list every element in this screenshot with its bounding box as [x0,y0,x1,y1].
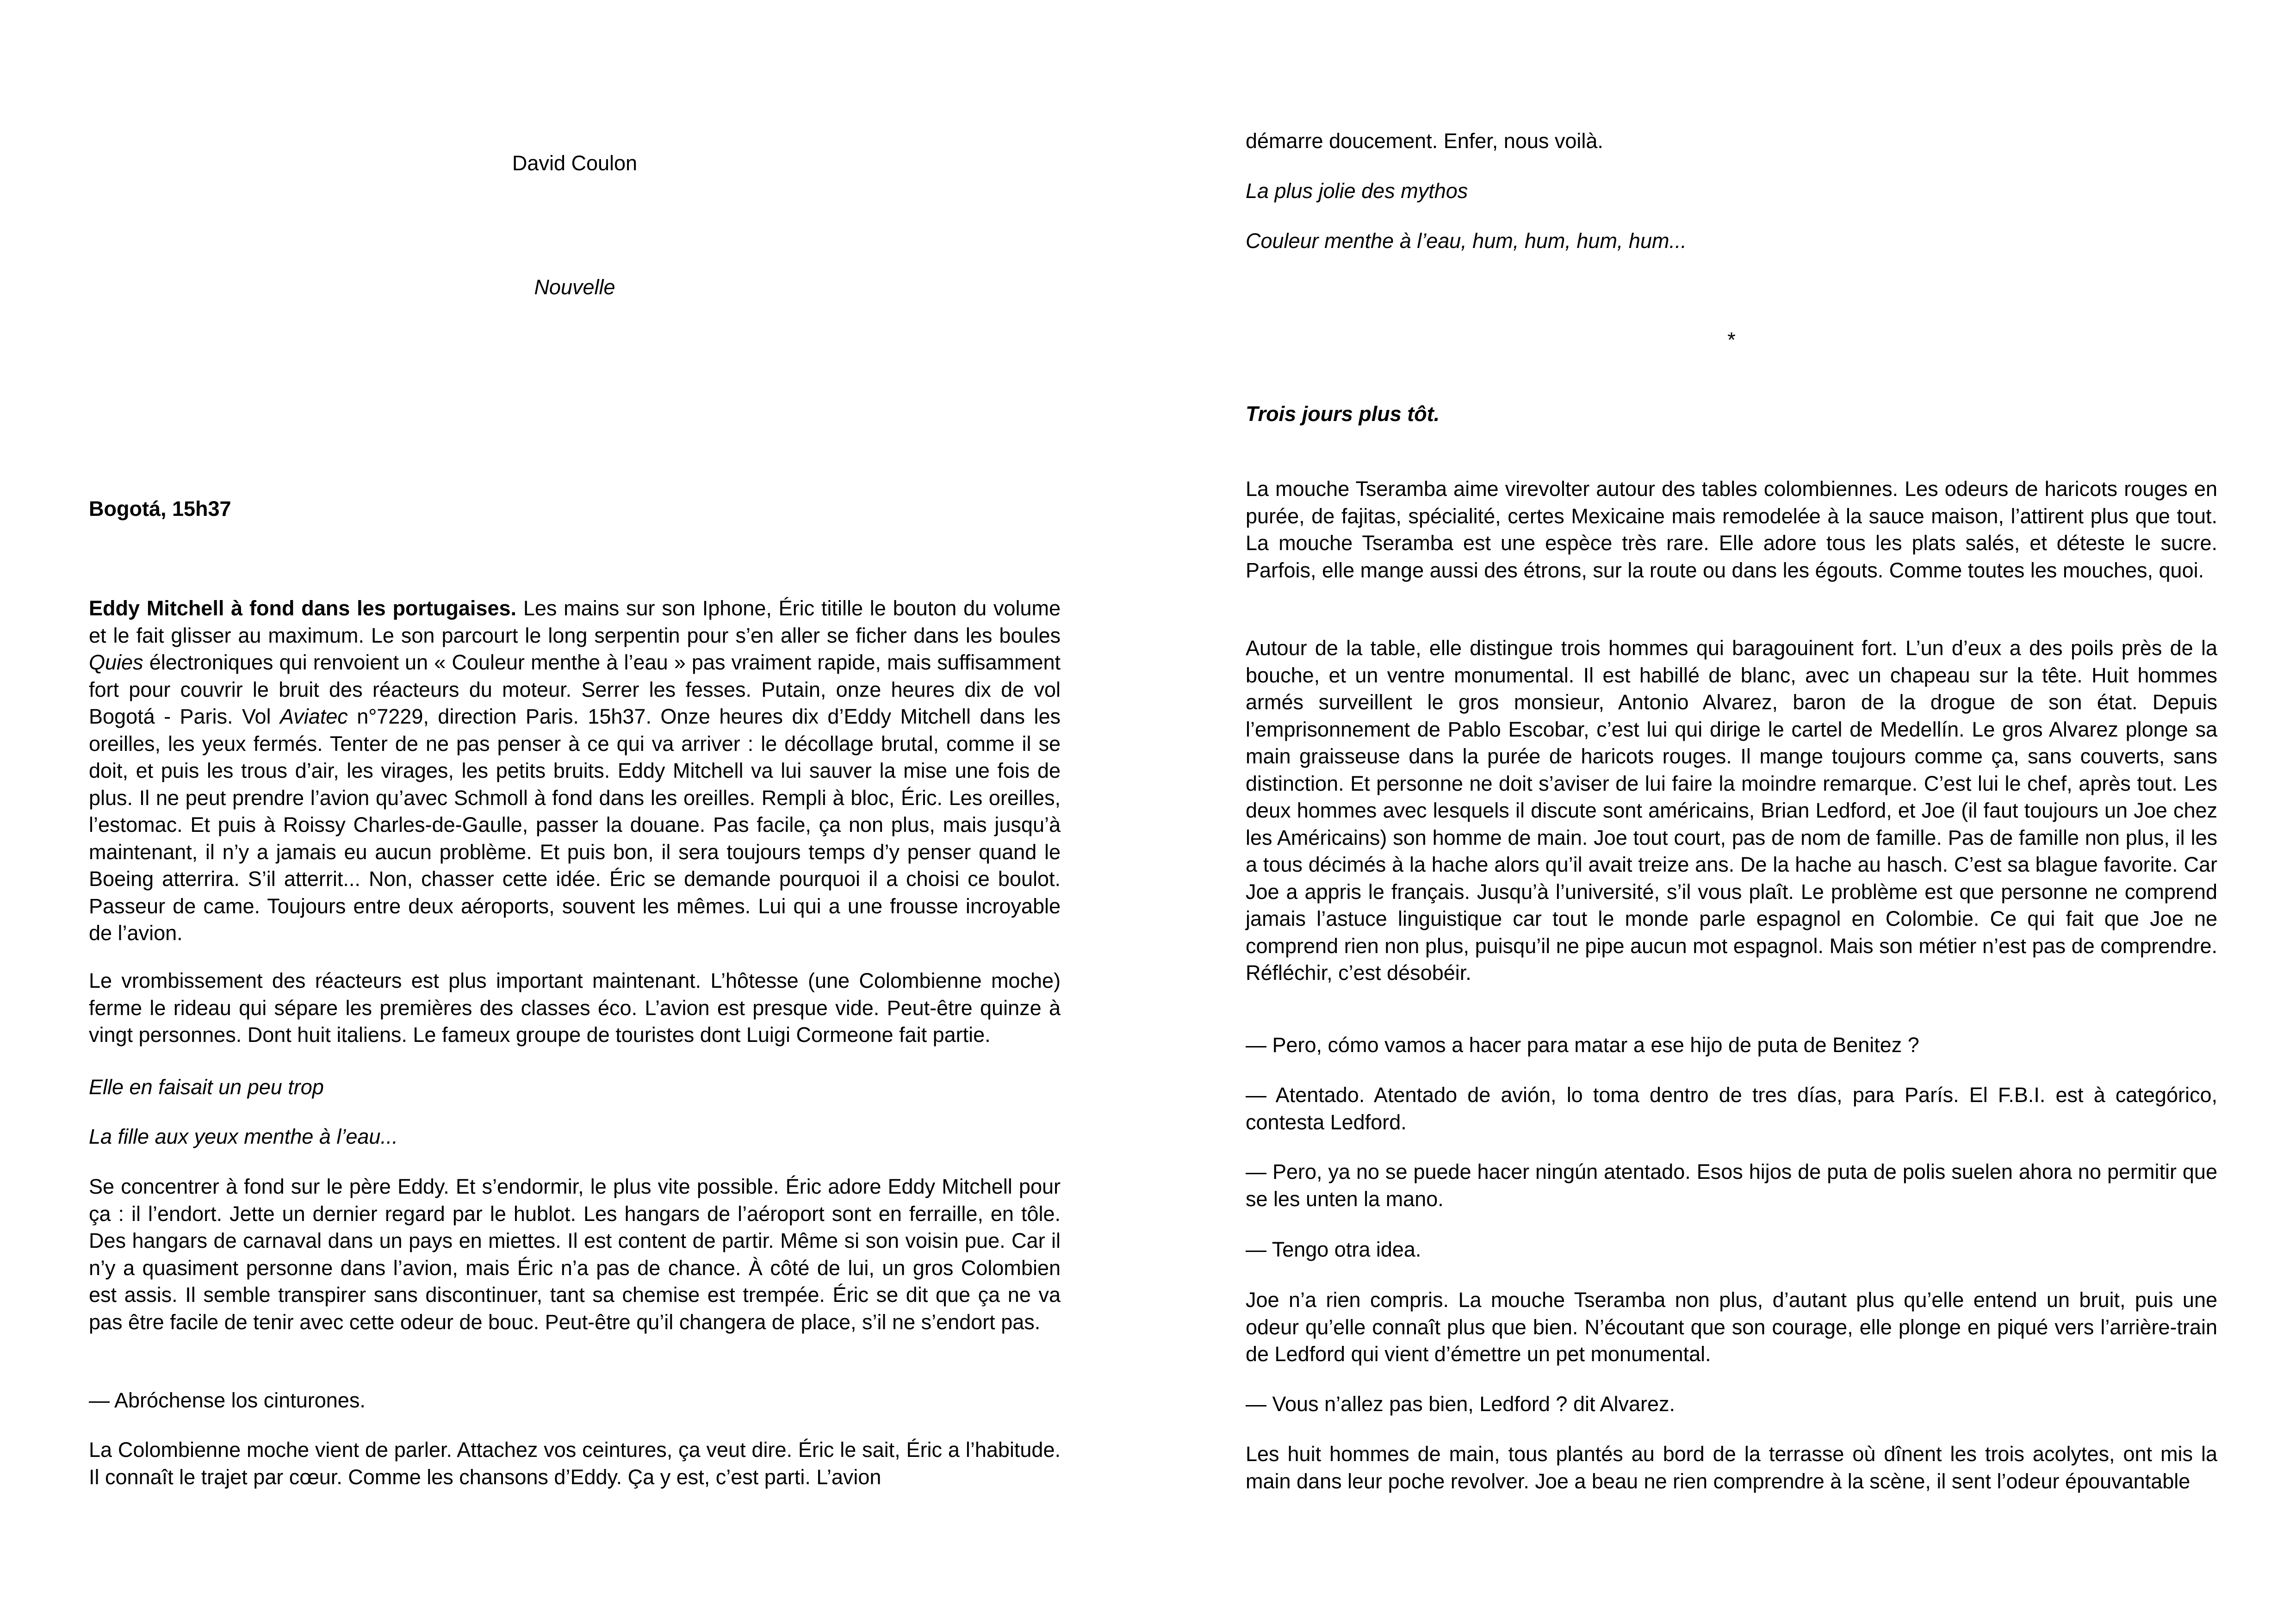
lead-in: Eddy Mitchell à fond dans les portugaises. [89,596,517,620]
section-separator: * [1727,328,1736,352]
section-heading: Trois jours plus tôt. [1246,402,1440,426]
genre-label: Nouvelle [534,275,615,299]
lyric-line-2: La fille aux yeux menthe à l’eau... [89,1125,398,1148]
lyric-line-2: Couleur menthe à l’eau, hum, hum, hum, hum... [1246,229,1687,253]
paragraph-2: Autour de la table, elle distingue trois hommes qui baragouinent fort. L’un d’eux a des poils près de la bouche, et un ventre monumental. Il est habillé de blanc, avec un chapeau sur la tête. Huit hommes armés surveillent le gros monsieur, Antonio Alvarez, baron de la drogue de son état. Depuis l’emprisonnement de Pablo Escobar, c’est lui qui dirige le cartel de Medellín. Le gros Alvarez plonge sa main graisseuse dans la purée de haricots rouges. Il mange toujours comme ça, sans couverts, sans distinction. Et personne ne doit s’aviser de lui faire la moindre remarque. C’est lui le chef, après tout. Les deux hommes avec lesquels il discute sont américains, Brian Ledford, et Joe (il faut toujours un Joe chez les Américains) son homme de main. Joe tout court, pas de nom de famille. Pas de famille non plus, il les a tous décimés à la hache alors qu’il avait treize ans. De la hache au hasch. C’est sa blague favorite. Car Joe a appris le français. Jusqu’à l’université, s’il vous plaît. Le problème est que personne ne comprend jamais l’astuce linguistique car tout le monde parle espagnol en Colombie. Ce qui fait que Joe ne comprend rien non plus, puisqu’il ne pipe aucun mot espagnol. Mais son métier n’est pas de comprendre. Réfléchir, c’est désobéir. [1246,636,2217,985]
author-name: David Coulon [512,151,638,175]
paragraph-1: La mouche Tseramba aime virevolter autour des tables colombiennes. Les odeurs de haricots rouges en purée, de fajitas, spécialité, certes Mexicaine mais remodelée à la sauce maison, l’attirent plus que tout. La mouche Tseramba est une espèce très rare. Elle adore tous les plats salés, et déteste le sucre. Parfois, elle mange aussi des étrons, sur la route ou dans les égouts. Comme toutes les mouches, quoi. [1246,477,2217,582]
lyric-line-1: La plus jolie des mythos [1246,179,1468,203]
paragraph-4: La Colombienne moche vient de parler. Attachez vos ceintures, ça veut dire. Éric le sait, Éric a l’habitude. Il connaît le trajet par cœur. Comme les chansons d’Eddy. Ça y est, c’est parti. L’avion [89,1438,1061,1489]
paragraph-3: Joe n’a rien compris. La mouche Tseramba non plus, d’autant plus qu’elle entend un bruit, puis une odeur qu’elle connaît plus que bien. N’écoutant que son courage, elle plonge en piqué vers l’arrière-train de Ledford qui vient d’émettre un pet monumental. [1246,1288,2217,1366]
continued-text: démarre doucement. Enfer, nous voilà. [1246,129,1603,153]
dialogue-2: — Atentado. Atentado de avión, lo toma dentro de tres días, para París. El F.B.I. est à categórico, contesta Ledford. [1246,1083,2217,1134]
dialogue-4: — Tengo otra idea. [1246,1238,1421,1261]
paragraph-1: Eddy Mitchell à fond dans les portugaises. Les mains sur son Iphone, Éric titille le bouton du volume et le fait glisser au maximum. Le son parcourt le long serpentin pour s’en aller se ficher dans les boules Quies électroniques qui renvoient un « Couleur menthe à l’eau » pas vraiment rapide, mais suffisamment fort pour couvrir le bruit des réacteurs du moteur. Serrer les fesses. Putain, onze heures dix de vol Bogotá - Paris. Vol Aviatec n°7229, direction Paris. 15h37. Onze heures dix d’Eddy Mitchell dans les oreilles, les yeux fermés. Tenter de ne pas penser à ce qui va arriver : le décollage brutal, comme il se doit, et puis les trous d’air, les virages, les petits bruits. Eddy Mitchell va lui sauver la mise une fois de plus. Il ne peut prendre l’avion qu’avec Schmoll à fond dans les oreilles. Rempli à bloc, Éric. Les oreilles, l’estomac. Et puis à Roissy Charles-de-Gaulle, passer la douane. Pas facile, ça non plus, mais jusqu’à maintenant, il n’y a jamais eu aucun problème. Et puis bon, il sera toujours temps d’y penser quand le Boeing atterrira. S’il atterrit... Non, chasser cette idée. Éric se demande pourquoi il a choisi ce boulot. Passeur de came. Toujours entre deux aéroports, souvent les mêmes. Lui qui a une frousse incroyable de l’avion. [89,596,1061,945]
paragraph-3: Se concentrer à fond sur le père Eddy. Et s’endormir, le plus vite possible. Éric adore Eddy Mitchell pour ça : il l’endort. Jette un dernier regard par le hublot. Les hangars de l’aéroport sont en ferraille, en tôle. Des hangars de carnaval dans un pays en miettes. Il est content de partir. Même si son voisin pue. Car il n’y a quasiment personne dans l’avion, mais Éric n’a pas de chance. À côté de lui, un gros Colombien est assis. Il semble transpirer sans discontinuer, tant sa chemise est trempée. Éric se dit que ça ne va pas être facile de tenir avec cette odeur de bouc. Peut-être qu’il changera de place, s’il ne s’endort pas. [89,1175,1061,1334]
dialogue-3: — Pero, ya no se puede hacer ningún atentado. Esos hijos de puta de polis suelen ahora no permitir que se les unten la mano. [1246,1160,2217,1211]
section-heading: Bogotá, 15h37 [89,497,231,520]
paragraph-2: Le vrombissement des réacteurs est plus important maintenant. L’hôtesse (une Colombienne moche) ferme le rideau qui sépare les premières des classes éco. L’avion est presque vide. Peut-être quinze à vingt personnes. Dont huit italiens. Le fameux groupe de touristes dont Luigi Cormeone fait partie. [89,969,1061,1047]
lyric-line-1: Elle en faisait un peu trop [89,1075,324,1099]
paragraph-4: Les huit hommes de main, tous plantés au bord de la terrasse où dînent les trois acolytes, ont mis la main dans leur poche revolver. Joe a beau ne rien comprendre à la scène, il sent l’odeur épouvantable [1246,1442,2217,1493]
dialogue-1: — Pero, cómo vamos a hacer para matar a ese hijo de puta de Benitez ? [1246,1033,1919,1057]
dialogue-5: — Vous n’allez pas bien, Ledford ? dit Alvarez. [1246,1392,1675,1416]
dialogue-line: — Abróchense los cinturones. [89,1388,366,1412]
